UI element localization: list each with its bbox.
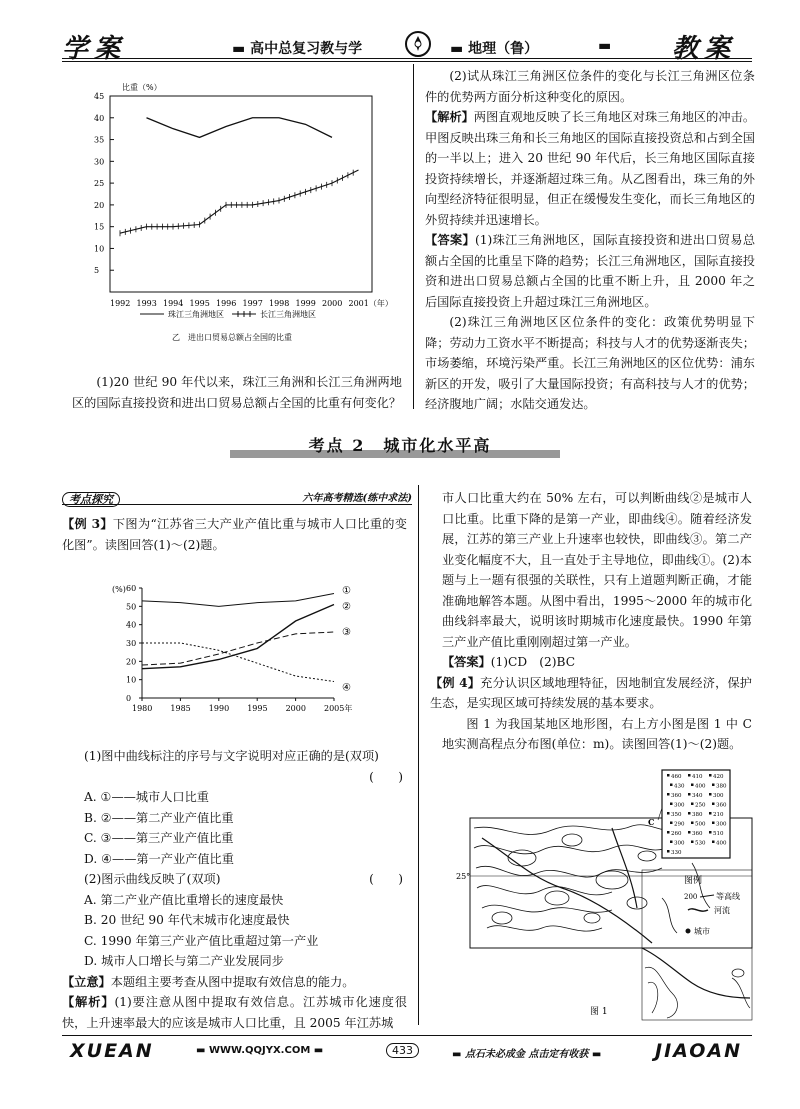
ex3-answer (430, 652, 752, 673)
jiangsu-ytick-label: 30 (126, 639, 137, 648)
ex3-q1-line (62, 746, 407, 767)
jiangsu-xtick-label: 2005年 (324, 704, 353, 713)
elevation-point-icon (667, 812, 670, 815)
ex3-q2-opt-a: A. 第二产业产值比重增长的速度最快 (84, 892, 284, 907)
jiangsu-xtick-label: 1980 (132, 704, 153, 713)
ex4-text: 充分认识区域地理特征，因地制宜发展经济，保护生态，是实现区域可持续发展的基本要求。 (430, 675, 752, 710)
ex3-q2-paren: ( ) (369, 872, 403, 886)
column-divider-top (413, 64, 414, 409)
left-question-text: (1)20 世纪 90 年代以来，珠江三角洲和长江三角洲两地区的国际直接投资和进出口贸易总额占全国的比重有何变化？ (72, 375, 402, 410)
ex4-text-2: 图 1 为我国某地区地形图，右上方小图是图 1 中 C 地实测高程点分布图(单位：m)。读图回答(1)～(2)题。 (442, 716, 752, 751)
ex3-q1-opt-a: A. ①——城市人口比重 (84, 790, 209, 804)
footer-url: ▬ WWW.QQJYX.COM ▬ (196, 1045, 324, 1056)
elevation-point-label: 360 (716, 802, 727, 809)
elevation-point-label: 250 (695, 802, 706, 809)
analysis-label-1: 【解析】 (425, 110, 474, 124)
header-rule (62, 58, 752, 59)
header-rule-2 (62, 61, 752, 62)
elevation-point-icon (709, 812, 712, 815)
kaodian-tag: 考点探究 (62, 492, 120, 507)
trade-xtick-label: 1999 (295, 299, 316, 308)
map-legend-title: 图例 (684, 876, 703, 886)
ex3-q1-opt-b: B. ②——第二产业产值比重 (84, 810, 234, 825)
answer-block-1 (425, 230, 755, 312)
jiangsu-series-line-3 (142, 632, 334, 665)
elevation-point-icon (667, 774, 670, 777)
header-subject-title: ▬ 地理（鲁） (450, 41, 539, 57)
analysis-text-1: 两图直观地反映了长三角地区对珠三角地区的冲击。甲图反映出珠三角和长三角地区的国际直接投资总和占到全国的一半以上；进入 20 世纪 90 年代后，长三角地区国际直接投资持续增长，并逐渐超过珠三角。从乙图看出，珠三角的外向型经济特征很明显，但正在缓慢发生变化，而长三角地区的外贸持续并迅速增长。 (425, 110, 756, 227)
elevation-point-icon (712, 784, 715, 787)
jiangsu-ytick-label: 60 (126, 584, 137, 593)
ex3-analysis (62, 992, 407, 1033)
header-right-title: 教案 (672, 34, 737, 64)
trade-ytick-label: 25 (94, 179, 105, 189)
elevation-point-icon (709, 793, 712, 796)
legend-label-pearl: 珠江三角洲地区 (168, 310, 224, 319)
elevation-point-label: 410 (692, 774, 703, 780)
elevation-point-icon (670, 784, 673, 787)
ex3-analysis-label: 【解析】 (62, 995, 115, 1009)
map-lower-contours (645, 967, 750, 1018)
jiangsu-xtick-label: 2000 (285, 704, 306, 713)
elevation-point-label: 350 (671, 812, 682, 818)
elevation-point-label: 380 (716, 783, 727, 790)
trade-xtick-label: 1997 (242, 299, 263, 308)
footer-rule (62, 1035, 752, 1036)
elevation-point-icon (688, 774, 691, 777)
elevation-point-label: 530 (695, 840, 706, 847)
elevation-point-icon (712, 803, 715, 806)
example-3-intro (62, 514, 407, 555)
trade-ytick-label: 30 (94, 157, 105, 167)
ex3-intent-text: 本题组主要考查从图中提取有效信息的能力。 (110, 974, 355, 989)
emblem-icon (405, 31, 431, 57)
city-icon (686, 929, 691, 934)
header-left-title: 学案 (62, 34, 127, 64)
ex3-q2-opt-c: C. 1990 年第三产业产值比重超过第一产业 (84, 933, 319, 948)
jiangsu-ytick-label: 10 (126, 675, 137, 685)
map-point-c: C (648, 817, 655, 827)
elevation-point-icon (670, 803, 673, 806)
column-divider-bottom (418, 485, 419, 1025)
kaodian-right: 六年高考精选(练中求法) (302, 493, 412, 504)
map-legend-river-label: 河流 (714, 906, 730, 915)
header-dash: ▬ (598, 38, 612, 54)
ex4-label: 【例 4】 (430, 675, 481, 690)
elevation-point-icon (691, 803, 694, 806)
header-series-text: 高中总复习教与学 (250, 41, 363, 57)
jiangsu-ytick-label: 40 (126, 620, 137, 630)
elevation-point-icon (691, 822, 694, 825)
trade-xtick-label: 1996 (216, 299, 237, 308)
trade-ytick-label: 40 (94, 113, 105, 123)
analysis-block-1 (425, 107, 755, 230)
trade-ytick-label: 35 (94, 135, 105, 145)
elevation-point-icon (709, 774, 712, 777)
elevation-point-label: 260 (671, 831, 682, 837)
jiangsu-series-line-2 (142, 605, 334, 669)
elevation-point-label: 300 (713, 793, 724, 799)
elevation-point-label: 330 (671, 850, 682, 856)
answer-label-1: 【答案】 (425, 233, 476, 247)
trade-chart-ylabel: 比重（%） (122, 83, 162, 92)
kaodian-strip (62, 488, 412, 505)
elevation-point-label: 340 (692, 793, 703, 799)
series-line-yangtze (120, 170, 359, 233)
ex3-intent-label: 【立意】 (62, 974, 111, 989)
elevation-point-icon (667, 850, 670, 853)
question-2-text: (2)试从珠江三角洲区位条件的变化与长江三角洲区位条件的优势两方面分析这种变化的原因。 (425, 69, 755, 104)
trade-xtick-label: 1998 (269, 299, 290, 308)
trade-share-chart (82, 78, 393, 358)
trade-ytick-label: 15 (94, 222, 105, 232)
jiangsu-series-label-2: ② (342, 601, 351, 613)
header-subject-text: 地理（鲁） (468, 41, 539, 57)
example-3-text: 下图为“江苏省三大产业产值比重与城市人口比重的变化图”。读图回答(1)～(2)题。 (62, 517, 407, 552)
elevation-point-icon (691, 784, 694, 787)
footer-left-word: XUEAN (70, 1040, 154, 1062)
elevation-point-icon (688, 793, 691, 796)
ex3-q2: (2)图示曲线反映了(双项) (84, 872, 221, 886)
elevation-point-label: 500 (695, 821, 706, 828)
elevation-point-label: 360 (671, 793, 682, 799)
example-3-questions (62, 746, 407, 1033)
trade-ytick-label: 45 (94, 92, 105, 101)
jiangsu-series-label-4: ④ (342, 682, 351, 694)
trade-xtick-label: 1992 (110, 299, 131, 308)
elevation-point-label: 510 (713, 831, 724, 837)
ex3-q1-paren: ( ) (369, 769, 403, 784)
map-lat-label: 25° (456, 872, 471, 881)
elevation-point-icon (691, 841, 694, 844)
trade-ytick-label: 5 (94, 266, 100, 276)
jiangsu-series-line-4 (142, 643, 334, 682)
elevation-point-icon (709, 831, 712, 834)
jiangsu-chart-unit: (%) (112, 585, 126, 594)
elevation-point-label: 210 (713, 812, 724, 818)
elevation-point-label: 460 (671, 774, 682, 780)
trade-ytick-label: 20 (94, 200, 105, 210)
jiangsu-industry-chart (112, 578, 362, 723)
map-legend-contour-value: 200 (684, 893, 698, 901)
map-legend-contour-label: 等高线 (716, 892, 740, 901)
trade-xtick-label: 1993 (136, 299, 157, 308)
jiangsu-xtick-label: 1985 (170, 704, 191, 713)
trade-ytick-label: 10 (94, 244, 105, 254)
jiangsu-ytick-label: 50 (126, 602, 137, 612)
elevation-point-label: 300 (674, 802, 685, 809)
footer-page-number: 433 (386, 1043, 419, 1058)
ex3-q1-opt-c: C. ③——第三产业产值比重 (84, 831, 234, 845)
ex3-q2-opt-d: D. 城市人口增长与第二产业发展同步 (84, 954, 284, 968)
jiangsu-ytick-label: 0 (126, 694, 132, 703)
elevation-point-label: 290 (674, 821, 685, 828)
series-line-pearl (147, 118, 333, 138)
jiangsu-series-label-3: ③ (342, 627, 351, 638)
ex3-analysis-cont: 市人口比重大约在 50% 左右，可以判断曲线②是城市人口比重。比重下降的是第一产业，即曲线④。随着经济发展，江苏的第三产业上升速率也较快，即曲线③。第二产业变化幅度不大，且一直处于主导地位，即曲线①。(2)本题与上一题有很强的关联性，只有上道题判断正确，才能准确地解答本题。从图中看出，1995～2000 年的城市化曲线斜率最大，说明该时期城市化速度最快。1990 年第三产业产值比重刚刚超过第一产业。 (442, 491, 752, 649)
trade-xtick-label: 1994 (163, 299, 184, 308)
legend-label-yangtze: 长江三角洲地区 (260, 310, 316, 319)
elevation-point-icon (712, 841, 715, 844)
footer-right-word: JIAOAN (655, 1040, 743, 1062)
elevation-point-label: 300 (716, 821, 727, 828)
elevation-point-icon (667, 793, 670, 796)
elevation-point-icon (712, 822, 715, 825)
ex3-analysis-text: (1)要注意从图中提取有效信息。江苏城市化速度很快，上升速率最大的应该是城市人口比重，且 2005 年江苏城 (62, 995, 407, 1030)
jiangsu-series-label-1: ① (342, 585, 351, 597)
trade-xtick-label: 1995 (189, 299, 210, 308)
ex3-q2-line (62, 869, 407, 890)
elevation-point-label: 400 (716, 840, 727, 847)
map-legend-city-label: 城市 (694, 927, 710, 936)
elevation-point-label: 420 (713, 774, 724, 780)
elevation-point-label: 300 (674, 840, 685, 847)
ex3-q1: (1)图中曲线标注的序号与文字说明对应正确的是(双项) (84, 749, 379, 763)
ex3-intent (62, 972, 407, 993)
example-3-label: 【例 3】 (62, 517, 113, 531)
elevation-point-icon (667, 831, 670, 834)
jiangsu-ytick-label: 20 (126, 657, 137, 667)
answer-text-1: (1)珠江三角洲地区，国际直接投资和进出口贸易总额占全国的比重呈下降的趋势；长江三角洲地区，国际直接投资和进出口贸易总额占全国的比重不断上升，且 2000 年之后国际直接投资上升超过珠江三角洲地区。 (425, 233, 756, 309)
elevation-point-icon (670, 822, 673, 825)
jiangsu-xtick-label: 1990 (208, 704, 230, 713)
ex3-answer-text: (1)CD (2)BC (490, 655, 576, 669)
trade-chart-caption: 乙 进出口贸易总额占全国的比重 (172, 333, 292, 342)
elevation-point-icon (688, 812, 691, 815)
trade-chart-frame (110, 96, 372, 292)
elevation-point-label: 430 (674, 783, 685, 790)
map-caption: 图 1 (590, 1007, 608, 1017)
right-lower-column (430, 488, 752, 755)
header-series-title: ▬ 高中总复习教与学 (232, 41, 363, 57)
jiangsu-xtick-label: 1995 (247, 704, 268, 713)
elevation-point-label: 360 (692, 831, 703, 837)
ex3-q1-opt-d: D. ④——第一产业产值比重 (84, 851, 234, 866)
trade-xtick-label: 2001（年） (348, 299, 393, 308)
elevation-point-icon (688, 831, 691, 834)
example-3-stem (62, 514, 407, 555)
footer-slogan-text: 点石未必成金 点击定有收获 (464, 1049, 589, 1060)
footer-url-text: WWW.QQJYX.COM (208, 1045, 311, 1056)
terrain-map (456, 768, 757, 1023)
footer-slogan: ▬ 点石未必成金 点击定有收获 ▬ (452, 1049, 602, 1060)
section-title: 考点 2 城市化水平高 (308, 436, 492, 455)
ex3-answer-label: 【答案】 (442, 655, 491, 669)
left-question-1 (72, 372, 402, 413)
trade-xtick-label: 2000 (322, 299, 343, 308)
ex4-stem (430, 673, 752, 714)
elevation-point-label: 380 (692, 812, 703, 818)
answer-text-2: (2)珠江三角洲地区区位条件的变化：政策优势明显下降；劳动力工资水平不断提高；科技与人才的优势逐渐丧失；市场萎缩，环境污染严重。长江三角洲地区的区位优势：浦东新区的开发，吸引了大量国际投资；有高科技与人才的优势；经济腹地广阔；水陆交通发达。 (425, 315, 755, 411)
elevation-point-label: 400 (695, 783, 706, 790)
ex3-q2-opt-b: B. 20 世纪 90 年代末城市化速度最快 (84, 913, 290, 927)
jiangsu-series-line-1 (142, 594, 334, 607)
elevation-point-icon (670, 841, 673, 844)
right-top-column (425, 66, 755, 415)
